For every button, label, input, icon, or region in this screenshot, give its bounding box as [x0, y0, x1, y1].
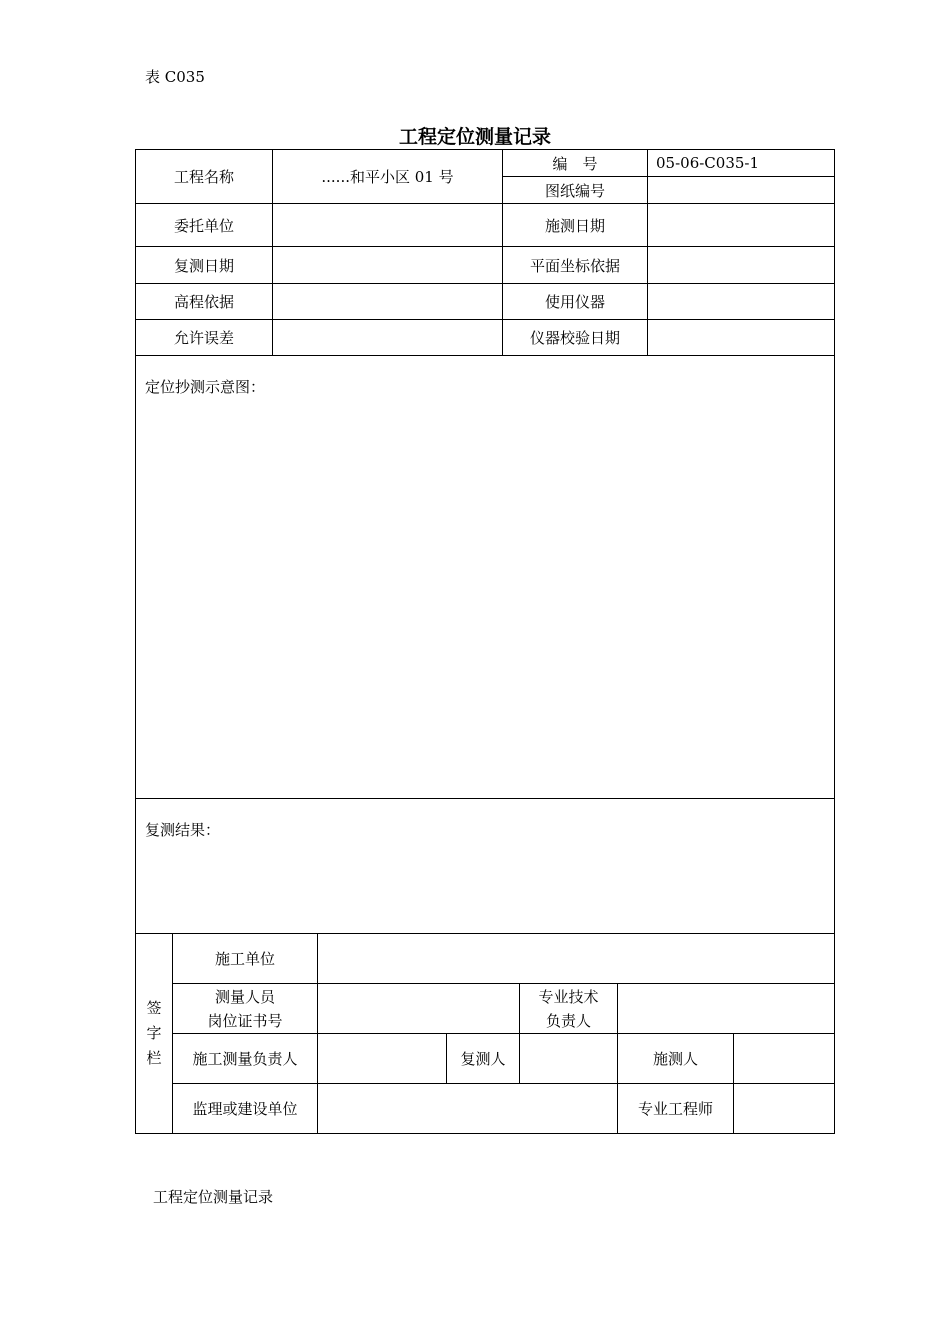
- surveyor-person-value[interactable]: [734, 1034, 835, 1084]
- sketch-area[interactable]: [136, 356, 835, 799]
- sketch-label: 定位抄测示意图：: [145, 378, 266, 396]
- footer-text: 工程定位测量记录: [153, 1188, 274, 1206]
- tolerance-value[interactable]: [273, 320, 503, 356]
- instrument-label: 使用仪器: [503, 284, 648, 320]
- project-name-label: 工程名称: [136, 150, 273, 204]
- surveyor-person-label: 施测人: [618, 1034, 734, 1084]
- calibration-date-label: 仪器校验日期: [503, 320, 648, 356]
- elevation-basis-value[interactable]: [273, 284, 503, 320]
- supervisor-label: 监理或建设单位: [173, 1084, 318, 1134]
- survey-info-table: [135, 149, 835, 934]
- form-code: 表 C035: [145, 68, 205, 86]
- engineer-value[interactable]: [734, 1084, 835, 1134]
- signature-column-label: 签 字 栏: [136, 934, 173, 1134]
- surveyor-value[interactable]: [318, 984, 520, 1034]
- plane-coordinate-value[interactable]: [648, 247, 835, 284]
- resurveyor-value[interactable]: [520, 1034, 618, 1084]
- tech-lead-label: 专业技术 负责人: [520, 984, 618, 1034]
- page-title: 工程定位测量记录: [398, 126, 551, 148]
- survey-manager-value[interactable]: [318, 1034, 447, 1084]
- signature-table: [135, 933, 835, 1134]
- resurvey-date-label: 复测日期: [136, 247, 273, 284]
- tech-lead-value[interactable]: [618, 984, 835, 1034]
- client-label: 委托单位: [136, 204, 273, 247]
- calibration-date-value[interactable]: [648, 320, 835, 356]
- project-name-value[interactable]: ......和平小区 01 号: [273, 150, 503, 204]
- survey-date-value[interactable]: [648, 204, 835, 247]
- resurvey-result-label: 复测结果：: [145, 821, 221, 839]
- number-value[interactable]: 05-06-C035-1: [648, 150, 835, 177]
- resurvey-date-value[interactable]: [273, 247, 503, 284]
- plane-coordinate-label: 平面坐标依据: [503, 247, 648, 284]
- contractor-label: 施工单位: [173, 934, 318, 984]
- instrument-value[interactable]: [648, 284, 835, 320]
- drawing-number-value[interactable]: [648, 177, 835, 204]
- tolerance-label: 允许误差: [136, 320, 273, 356]
- contractor-value[interactable]: [318, 934, 835, 984]
- drawing-number-label: 图纸编号: [503, 177, 648, 204]
- surveyor-label: 测量人员 岗位证书号: [173, 984, 318, 1034]
- elevation-basis-label: 高程依据: [136, 284, 273, 320]
- number-label: 编 号: [503, 150, 648, 177]
- survey-date-label: 施测日期: [503, 204, 648, 247]
- supervisor-value[interactable]: [318, 1084, 618, 1134]
- resurvey-result-area[interactable]: [136, 799, 835, 934]
- client-value[interactable]: [273, 204, 503, 247]
- engineer-label: 专业工程师: [618, 1084, 734, 1134]
- resurveyor-label: 复测人: [447, 1034, 520, 1084]
- survey-manager-label: 施工测量负责人: [173, 1034, 318, 1084]
